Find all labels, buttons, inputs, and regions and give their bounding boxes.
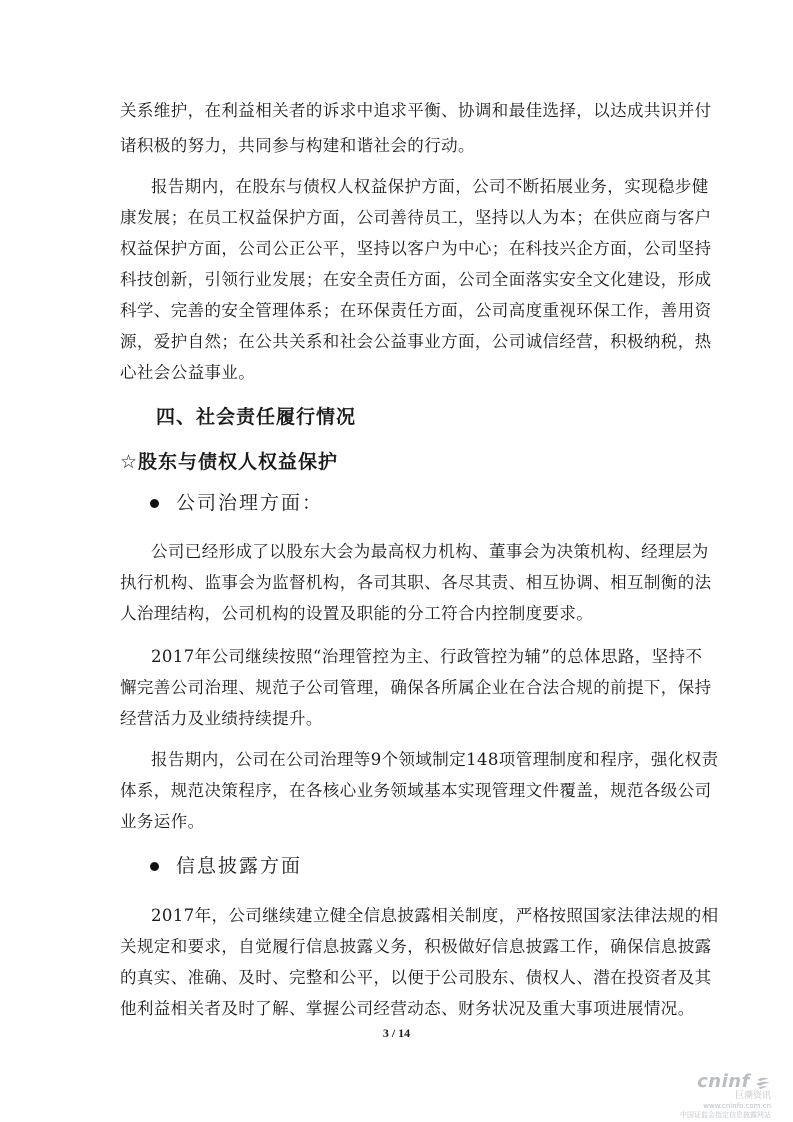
page-number: 3 / 14 (382, 1026, 411, 1040)
text-line: 源，爱护自然；在公共关系和社会公益事业方面，公司诚信经营，积极纳税，热 (120, 332, 712, 351)
text-line: 报告期内，在股东与债权人权益保护方面，公司不断拓展业务，实现稳步健 (151, 177, 709, 196)
bullet-dot-icon (150, 862, 159, 871)
text-line: 2017年，公司继续建立健全信息披露相关制度，严格按照国家法律法规的相 (151, 906, 719, 925)
bullet-label: 公司治理方面： (176, 492, 324, 514)
text-line: 2017年公司继续按照“治理管控为主、行政管控为辅”的总体思路，坚持不 (151, 647, 703, 666)
text-line: 公司已经形成了以股东大会为最高权力机构、董事会为决策机构、经理层为 (151, 542, 709, 561)
section-heading: 四、社会责任履行情况 (156, 406, 357, 428)
text-line: 科学、完善的安全管理体系；在环保责任方面，公司高度重视环保工作，善用资 (120, 301, 712, 320)
text-line: 他利益相关者及时了解、掌握公司经营动态、财务状况及重大事项进展情况。 (120, 999, 695, 1018)
bullet-dot-icon (150, 499, 159, 508)
text-line: 报告期内，公司在公司治理等9个领域制定148项管理制度和程序，强化权责 (151, 750, 719, 769)
text-line: 的真实、准确、及时、完整和公平，以便于公司股东、债权人、潜在投资者及其 (120, 968, 712, 987)
text-line: 经营活力及业绩持续提升。 (120, 709, 323, 728)
text-line: 懈完善公司治理、规范子公司管理，确保各所属企业在合法合规的前提下，保持 (120, 678, 712, 697)
text-line: 权益保护方面，公司公正公平，坚持以客户为中心；在科技兴企方面，公司坚持 (120, 239, 712, 258)
bullet-label: 信息披露方面 (176, 855, 303, 877)
cninfo-swirl-icon (755, 1076, 771, 1090)
text-line: 科技创新，引领行业发展；在安全责任方面，公司全面落实安全文化建设，形成 (120, 270, 712, 289)
text-line: 业务运作。 (120, 812, 205, 831)
subsection-heading: ☆股东与债权人权益保护 (120, 451, 339, 473)
cninfo-url: www.cninfo.com.cn (703, 1102, 771, 1110)
text-line: 康发展；在员工权益保护方面，公司善待员工，坚持以人为本；在供应商与客户 (120, 208, 712, 227)
cninfo-logo-text: cninf (697, 1071, 750, 1092)
bullet-item (150, 488, 323, 518)
text-line: 诸积极的努力，共同参与构建和谐社会的行动。 (120, 136, 475, 155)
cninfo-watermark (680, 1072, 771, 1120)
text-line: 执行机构、监事会为监督机构，各司其职、各尽其责、相互协调、相互制衡的法 (120, 573, 712, 592)
cninfo-description: 中国证监会指定信息披露网站 (680, 1111, 771, 1119)
bullet-item (150, 851, 302, 881)
text-line: 关系维护，在利益相关者的诉求中追求平衡、协调和最佳选择，以达成共识并付 (120, 101, 712, 120)
text-line: 体系，规范决策程序，在各核心业务领域基本实现管理文件覆盖，规范各级公司 (120, 781, 712, 800)
text-line: 关规定和要求，自觉履行信息披露义务，积极做好信息披露工作，确保信息披露 (120, 937, 712, 956)
cninfo-name: 巨潮资讯 (734, 1091, 771, 1101)
text-line: 心社会公益事业。 (120, 363, 256, 382)
text-line: 人治理结构，公司机构的设置及职能的分工符合内控制度要求。 (120, 604, 594, 623)
